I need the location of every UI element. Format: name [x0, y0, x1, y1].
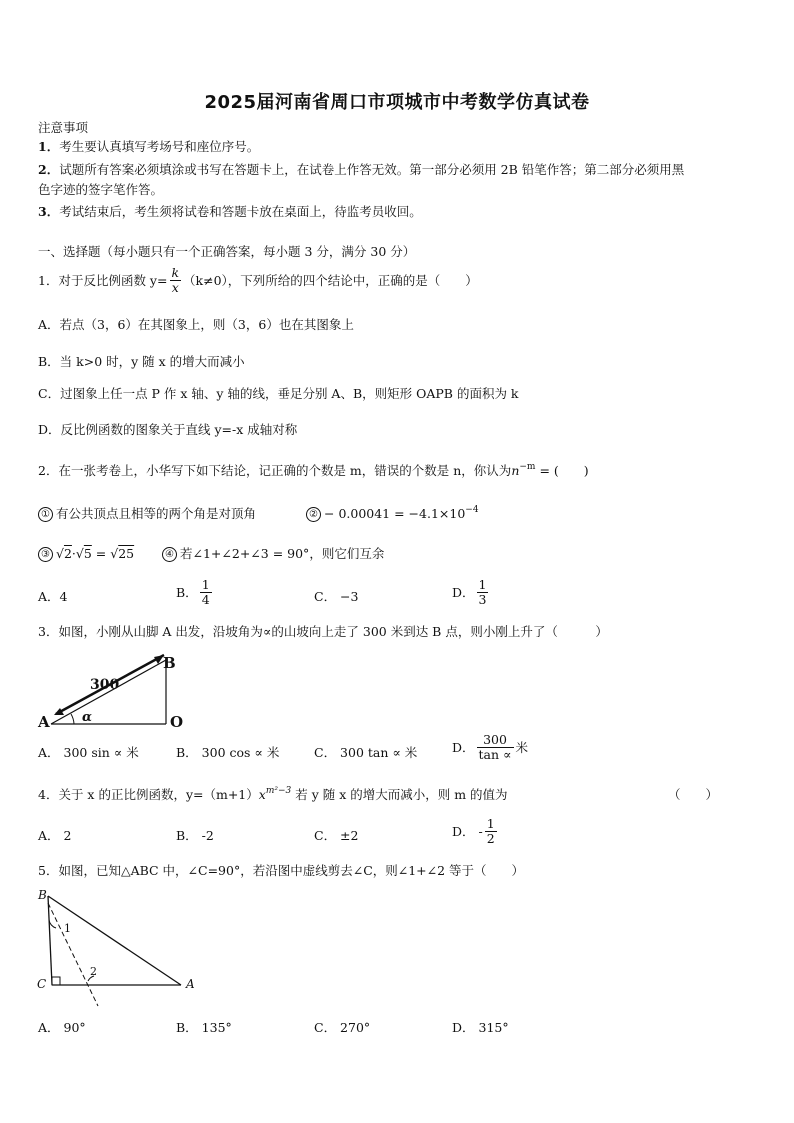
q1-option-a: A．若点（3，6）在其图象上，则（3，6）也在其图象上: [38, 317, 354, 332]
q2-statement-1: ① 有公共顶点且相等的两个角是对顶角: [38, 505, 256, 523]
q1-option-d: D．反比例函数的图象关于直线 y=-x 成轴对称: [38, 422, 298, 437]
q5-triangle-figure: [36, 888, 206, 1010]
q5-angle-1-arc: [49, 920, 56, 928]
q5-label-a: A: [186, 977, 195, 991]
q4-option-a: A． 2: [38, 828, 72, 843]
q5-right-angle-mark: [52, 977, 60, 985]
q5-option-c: C． 270°: [314, 1020, 371, 1035]
q2-option-a: A．4: [38, 589, 68, 604]
q5-cut-line: [48, 903, 98, 1006]
q3-label-b: B: [163, 654, 176, 672]
q5-side-ab: [48, 896, 181, 985]
q5-label-2: 2: [90, 965, 97, 978]
q2-statement-2: ② − $0.00041 = -4.1\times 10^{-4}$: [306, 505, 479, 523]
question-2-stem: 2．在一张考卷上，小华写下如下结论，记正确的个数是 m，错误的个数是 n，你认为$n^{-m}$ = ( ): [38, 462, 589, 478]
q3-option-d: D． $\frac{300}{\tan \propto}$ 米: [452, 732, 529, 762]
q4-option-c: C． ±2: [314, 828, 359, 843]
q4-answer-paren: （ ）: [668, 787, 719, 802]
page-title: 2025届河南省周口市项城市中考数学仿真试卷: [204, 92, 590, 113]
notice-heading: 注意事项: [38, 120, 89, 135]
q2-option-c: C． −3: [314, 589, 359, 604]
q3-label-a: A: [38, 713, 50, 731]
q2-option-b: B． $\frac{1}{4}$: [176, 577, 210, 607]
question-1-stem: 1．对于反比例函数 y= $\frac{k}{x}$ （k≠0），下列所给的四个结论中，正确的是（ ）: [38, 265, 478, 295]
notice-item-2-cont: 色字迹的签字笔作答。: [38, 182, 164, 197]
q5-label-c: C: [37, 977, 47, 991]
q2-option-d: D． $\frac{1}{3}$: [452, 577, 487, 607]
q2-statement-4: ④ 若∠1+∠2+∠3 = 90°，则它们互余: [162, 545, 384, 563]
q3-label-o: O: [170, 713, 184, 731]
q5-side-bc: [48, 896, 52, 985]
question-5-stem: 5．如图，已知△ABC 中，∠C=90°，若沿图中虚线剪去∠C，则∠1+∠2 等于（ ）: [38, 863, 525, 878]
q3-label-length: 300: [90, 677, 120, 693]
q1-option-c: C．过图象上任一点 P 作 x 轴、y 轴的线，垂足分别 A、B，则矩形 OAPB 的面积为 k: [38, 386, 519, 401]
question-3-stem: 3．如图，小刚从山脚 A 出发，沿坡角为∝的山坡向上走了 300 米到达 B 点，则小刚上升了（ ）: [38, 624, 608, 639]
q2-statement-3: ③ √2·√5 = √25: [38, 545, 134, 563]
notice-item-1: 1．考生要认真填写考场号和座位序号。: [38, 139, 260, 154]
q5-label-1: 1: [64, 922, 71, 935]
q5-option-d: D． 315°: [452, 1020, 509, 1035]
q4-option-b: B． -2: [176, 828, 214, 843]
q1-option-b: B．当 k>0 时，y 随 x 的增大而减小: [38, 354, 245, 369]
q3-angle-arc: [71, 714, 74, 724]
q3-option-b: B． 300 cos ∝ 米: [176, 745, 280, 760]
question-4-stem: 4．关于 x 的正比例函数，$y=(m+1)x^{m^2-3}$ 若 y 随 x 的增大而减小，则 m 的值为: [38, 786, 508, 802]
section-heading: 一、选择题（每小题只有一个正确答案，每小题 3 分，满分 30 分）: [38, 244, 416, 259]
notice-item-2: 2．试题所有答案必须填涂或书写在答题卡上，在试卷上作答无效。第一部分必须用 2B 铅笔作答；第二部分必须用黑: [38, 162, 685, 177]
q5-option-a: A． 90°: [38, 1020, 86, 1035]
q3-option-a: A． 300 sin ∝ 米: [38, 745, 139, 760]
q3-label-alpha: α: [82, 710, 93, 725]
q3-option-c: C． 300 tan ∝ 米: [314, 745, 418, 760]
q5-label-b: B: [38, 888, 47, 902]
q5-option-b: B． 135°: [176, 1020, 232, 1035]
notice-item-3: 3．考试结束后，考生须将试卷和答题卡放在桌面上，待监考员收回。: [38, 204, 422, 219]
q4-option-d: D． - $\frac{1}{2}$: [452, 816, 495, 846]
